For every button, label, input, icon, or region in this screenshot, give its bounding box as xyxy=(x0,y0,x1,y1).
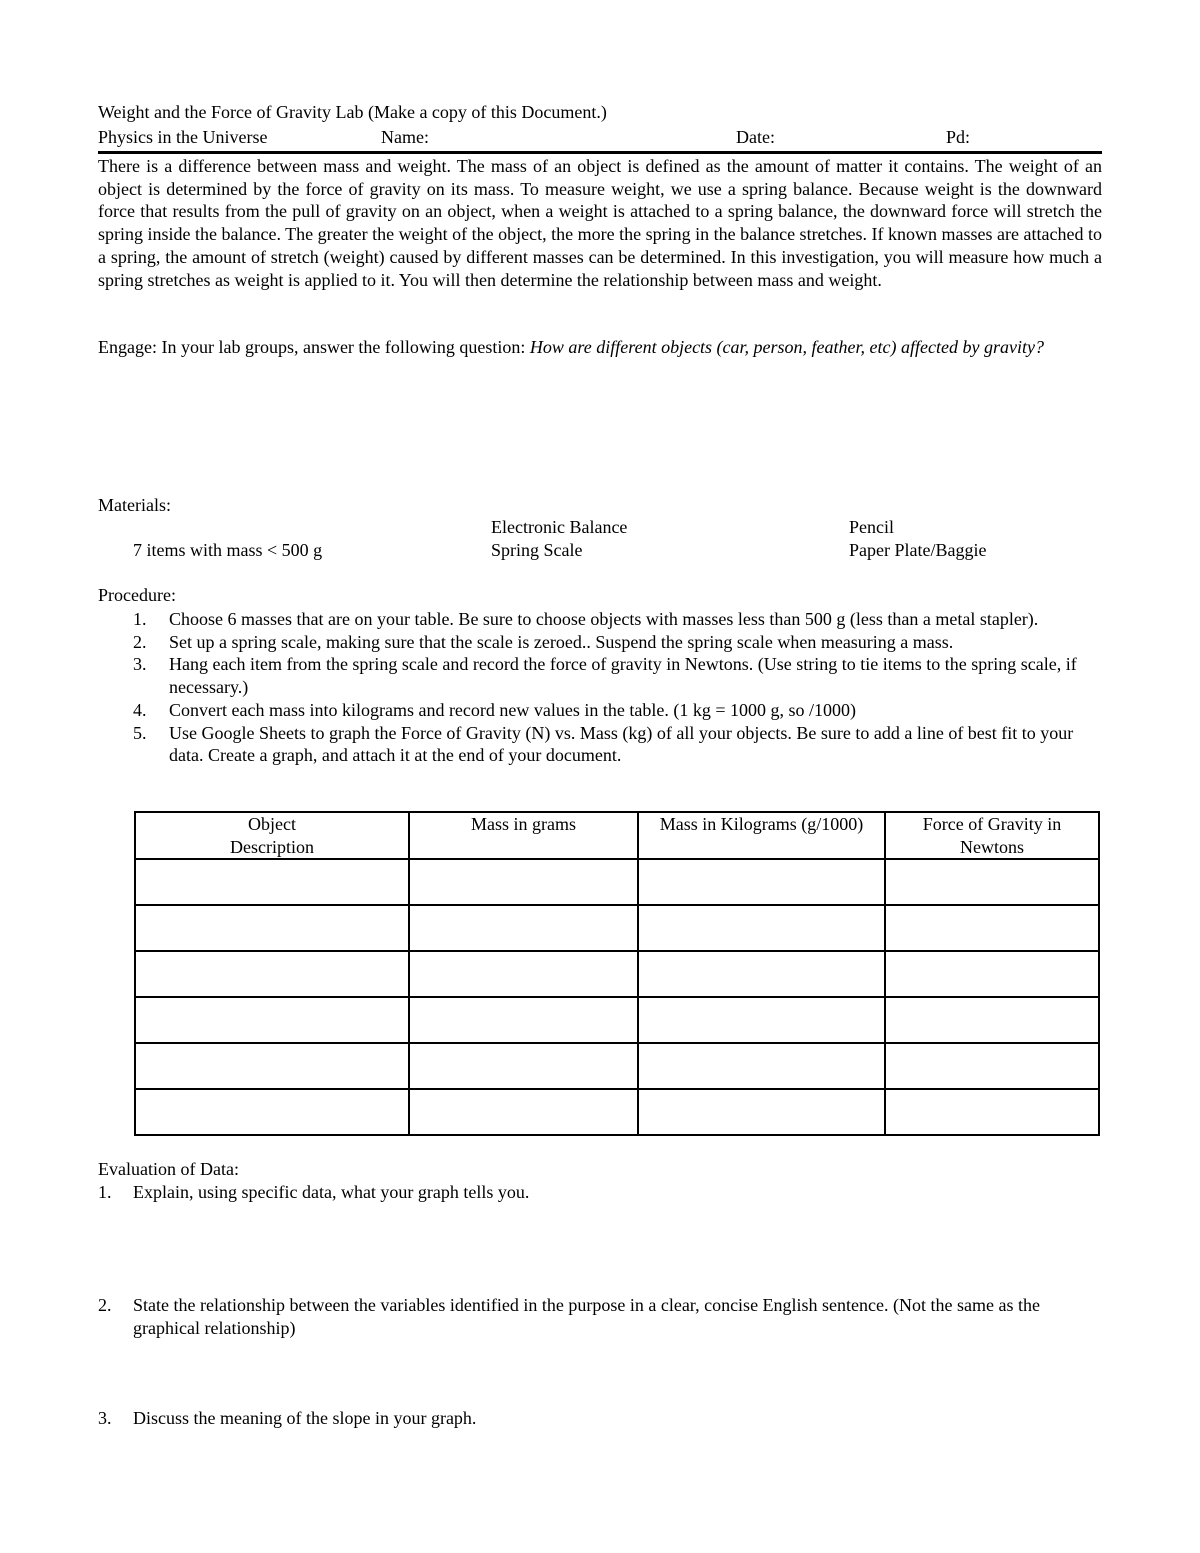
header-mass-grams: Mass in grams xyxy=(409,812,638,859)
procedure-steps xyxy=(98,608,1102,767)
step-text: Set up a spring scale, making sure that the scale is zeroed.. Suspend the spring scale when measuring a mass. xyxy=(169,631,954,652)
table-cell[interactable] xyxy=(638,905,885,951)
step-number: 4. xyxy=(133,699,147,720)
procedure-step xyxy=(98,653,1102,698)
table-cell[interactable] xyxy=(885,951,1099,997)
table-cell[interactable] xyxy=(135,951,409,997)
name-label: Name: xyxy=(381,127,429,147)
question-text: Explain, using specific data, what your graph tells you. xyxy=(133,1182,530,1202)
step-text: Choose 6 masses that are on your table. Be sure to choose objects with masses less than 500 g (less than a metal stapler). xyxy=(169,609,1039,629)
document-title: Weight and the Force of Gravity Lab (Make a copy of this Document.) xyxy=(98,102,607,122)
step-text: Use Google Sheets to graph the Force of Gravity (N) vs. Mass (kg) of all your objects. Be sure to add a line of best fit to your data. Create a graph, and attach it at the end of your document. xyxy=(169,722,1074,766)
header-object-description: Object Description xyxy=(135,812,409,859)
table-row xyxy=(135,905,1099,951)
header-mass-kilograms: Mass in Kilograms (g/1000) xyxy=(638,812,885,859)
table-header-row xyxy=(135,812,1099,859)
table-cell[interactable] xyxy=(885,905,1099,951)
table-cell[interactable] xyxy=(135,1089,409,1135)
table-cell[interactable] xyxy=(638,1089,885,1135)
header-fields xyxy=(98,126,1102,150)
table-row xyxy=(135,951,1099,997)
table-cell[interactable] xyxy=(638,1043,885,1089)
period-label: Pd: xyxy=(946,127,971,147)
question-number: 1. xyxy=(98,1182,112,1202)
question-number: 2. xyxy=(98,1295,112,1315)
material-items: 7 items with mass < 500 g xyxy=(133,540,323,560)
step-number: 1. xyxy=(133,609,147,629)
date-label: Date: xyxy=(736,127,775,147)
step-number: 3. xyxy=(133,654,147,675)
step-number: 2. xyxy=(133,631,147,652)
procedure-step xyxy=(98,631,1102,654)
question-text: State the relationship between the variables identified in the purpose in a clear, concise English sentence. (Not the same as the graphical relationship) xyxy=(133,1295,1040,1338)
procedure-step xyxy=(98,608,1102,631)
table-cell[interactable] xyxy=(135,905,409,951)
question-number: 3. xyxy=(98,1408,112,1428)
question-text: Discuss the meaning of the slope in your graph. xyxy=(133,1408,477,1428)
table-row xyxy=(135,997,1099,1043)
material-pencil: Pencil xyxy=(849,517,894,537)
table-cell[interactable] xyxy=(135,1043,409,1089)
table-cell[interactable] xyxy=(409,859,638,905)
step-text: Convert each mass into kilograms and record new values in the table. (1 kg = 1000 g, so /1000) xyxy=(169,699,856,720)
table-cell[interactable] xyxy=(885,1089,1099,1135)
table-cell[interactable] xyxy=(638,997,885,1043)
table-cell[interactable] xyxy=(638,951,885,997)
header-force-gravity: Force of Gravity in Newtons xyxy=(885,812,1099,859)
material-electronic-balance: Electronic Balance xyxy=(491,517,628,537)
table-cell[interactable] xyxy=(409,905,638,951)
evaluation-label: Evaluation of Data: xyxy=(98,1159,239,1179)
table-cell[interactable] xyxy=(135,859,409,905)
engage-section xyxy=(98,336,1098,359)
table-cell[interactable] xyxy=(409,1043,638,1089)
data-table xyxy=(134,811,1100,1136)
procedure-label: Procedure: xyxy=(98,585,176,605)
material-paper-plate: Paper Plate/Baggie xyxy=(849,540,987,560)
step-number: 5. xyxy=(133,722,147,743)
table-cell[interactable] xyxy=(885,997,1099,1043)
table-cell[interactable] xyxy=(638,859,885,905)
engage-question: How are different objects (car, person, feather, etc) affected by gravity? xyxy=(529,337,1044,357)
table-cell[interactable] xyxy=(409,1089,638,1135)
table-cell[interactable] xyxy=(885,1043,1099,1089)
header-rule xyxy=(98,151,1102,154)
step-text: Hang each item from the spring scale and record the force of gravity in Newtons. (Use string to tie items to the spring scale, if necessary.) xyxy=(169,654,1077,698)
material-spring-scale: Spring Scale xyxy=(491,540,583,560)
table-cell[interactable] xyxy=(885,859,1099,905)
engage-label: Engage: In your lab groups, answer the following question: xyxy=(98,337,530,357)
procedure-step xyxy=(98,722,1102,767)
table-cell[interactable] xyxy=(135,997,409,1043)
table-cell[interactable] xyxy=(409,951,638,997)
materials-label: Materials: xyxy=(98,495,171,515)
table-row xyxy=(135,859,1099,905)
course-name: Physics in the Universe xyxy=(98,127,268,147)
table-row xyxy=(135,1043,1099,1089)
intro-paragraph: There is a difference between mass and weight. The mass of an object is defined as the amount of matter it contains. The weight of an object is determined by the force of gravity on its mass. To measure weight, we use a spring balance. Because weight is the downward force that results from the pull of gravity on an object, when a weight is attached to a spring balance, the downward force will stretch the spring inside the balance. The greater the weight of the object, the more the spring in the balance stretches. If known masses are attached to a spring, the amount of stretch (weight) caused by different masses can be determined. In this investigation, you will measure how much a spring stretches as weight is applied to it. You will then determine the relationship between mass and weight. xyxy=(98,156,1102,290)
procedure-step xyxy=(98,699,1102,722)
table-row xyxy=(135,1089,1099,1135)
table-cell[interactable] xyxy=(409,997,638,1043)
